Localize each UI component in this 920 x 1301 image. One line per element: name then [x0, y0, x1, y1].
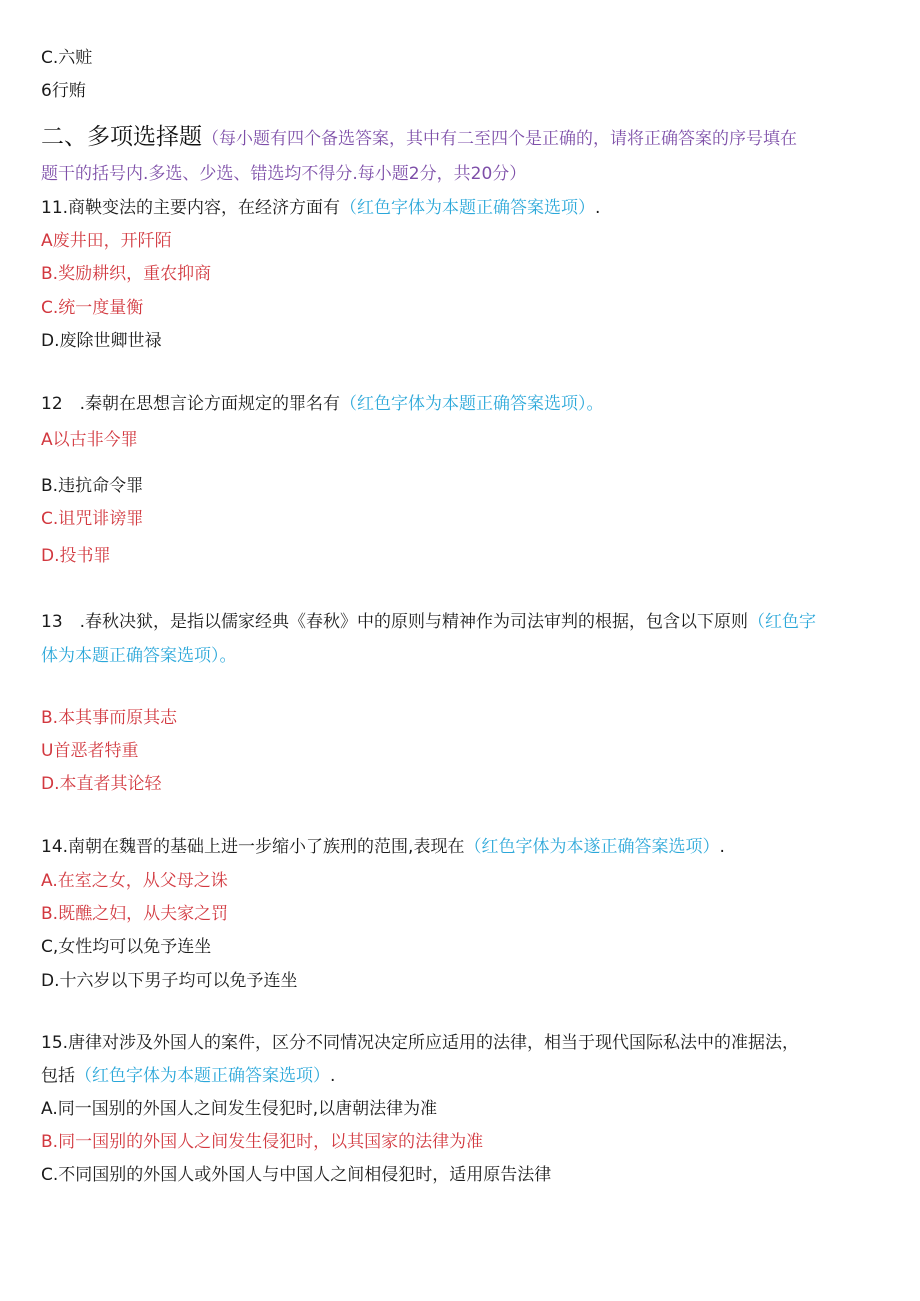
option-6-xinghui: 6行贿: [41, 81, 86, 101]
question-14-option-b: B.既醮之妇，从夫家之罚: [41, 904, 229, 924]
question-13-text: 13 .春秋决狱，是指以儒家经典《春秋》中的原则与精神作为司法审判的根据，包含以下原则: [41, 612, 749, 632]
question-13-stem: [41, 611, 816, 633]
question-14-option-a: A.在室之女，从父母之诛: [41, 871, 228, 891]
question-12-option-b: B.违抗命令罪: [41, 476, 144, 496]
question-14-option-c: C,女性均可以免予连坐: [41, 937, 212, 957]
question-11-option-b: B.奖励耕织，重农抑商: [41, 264, 212, 284]
question-12-hint: （红色字体为本题正确答案选项）。: [340, 394, 604, 414]
question-12-option-a: A以古非今罪: [41, 430, 138, 450]
question-14-option-d: D.十六岁以下男子均可以免予连坐: [41, 971, 298, 991]
section-note-line2: 题干的括号内.多选、少选、错选均不得分.每小题2分，共20分）: [41, 164, 527, 184]
question-14-text: 14.南朝在魏晋的基础上进一步缩小了族刑的范围,表现在: [41, 837, 465, 857]
question-13-hint-part2: 体为本题正确答案选项）。: [41, 646, 237, 666]
question-15-text: 包括: [41, 1066, 75, 1086]
section-heading-block: [41, 123, 797, 151]
section-note-line1: （每小题有四个备选答案，其中有二至四个是正确的，请将正确答案的序号填在: [202, 129, 797, 149]
question-15-stem-line2: [41, 1065, 335, 1087]
question-11-hint: （红色字体为本题正确答案选项）: [340, 198, 596, 218]
question-15-end: .: [330, 1066, 336, 1086]
question-11-stem: [41, 197, 600, 219]
question-13-option-b: B.本其事而原其志: [41, 708, 178, 728]
question-13-option-c: U首恶者特重: [41, 741, 139, 761]
question-11-option-d: D.废除世卿世禄: [41, 331, 162, 351]
question-14-stem: [41, 836, 725, 858]
question-12-stem: [41, 393, 604, 415]
section-heading: 二、多项选择题: [41, 124, 202, 150]
question-15-stem-line1: 15.唐律对涉及外国人的案件，区分不同情况决定所应适用的法律，相当于现代国际私法中的准据法，: [41, 1033, 800, 1053]
question-15-hint: （红色字体为本题正确答案选项）: [75, 1066, 330, 1086]
question-14-hint: （红色字体为本遂正确答案选项）: [464, 837, 720, 857]
question-12-option-c: C.诅咒诽谤罪: [41, 509, 144, 529]
question-12-option-d: D.投书罪: [41, 546, 111, 566]
question-15-option-b: B.同一国别的外国人之间发生侵犯时，以其国家的法律为准: [41, 1132, 484, 1152]
question-11-end: .: [595, 198, 601, 218]
question-15-option-c: C.不同国别的外国人或外国人与中国人之间相侵犯时，适用原告法律: [41, 1165, 552, 1185]
option-c-liuzang: C.六赃: [41, 48, 93, 68]
question-11-option-c: C.统一度量衡: [41, 298, 144, 318]
question-12-text: 12 .秦朝在思想言论方面规定的罪名有: [41, 394, 341, 414]
question-14-end: .: [719, 837, 725, 857]
question-11-option-a: A废井田，开阡陌: [41, 231, 172, 251]
question-15-option-a: A.同一国别的外国人之间发生侵犯时,以唐朝法律为准: [41, 1099, 438, 1119]
question-13-option-d: D.本直者其论轻: [41, 774, 162, 794]
question-11-text: 11.商鞅变法的主要内容，在经济方面有: [41, 198, 341, 218]
question-13-hint-part1: （红色字: [748, 612, 817, 632]
